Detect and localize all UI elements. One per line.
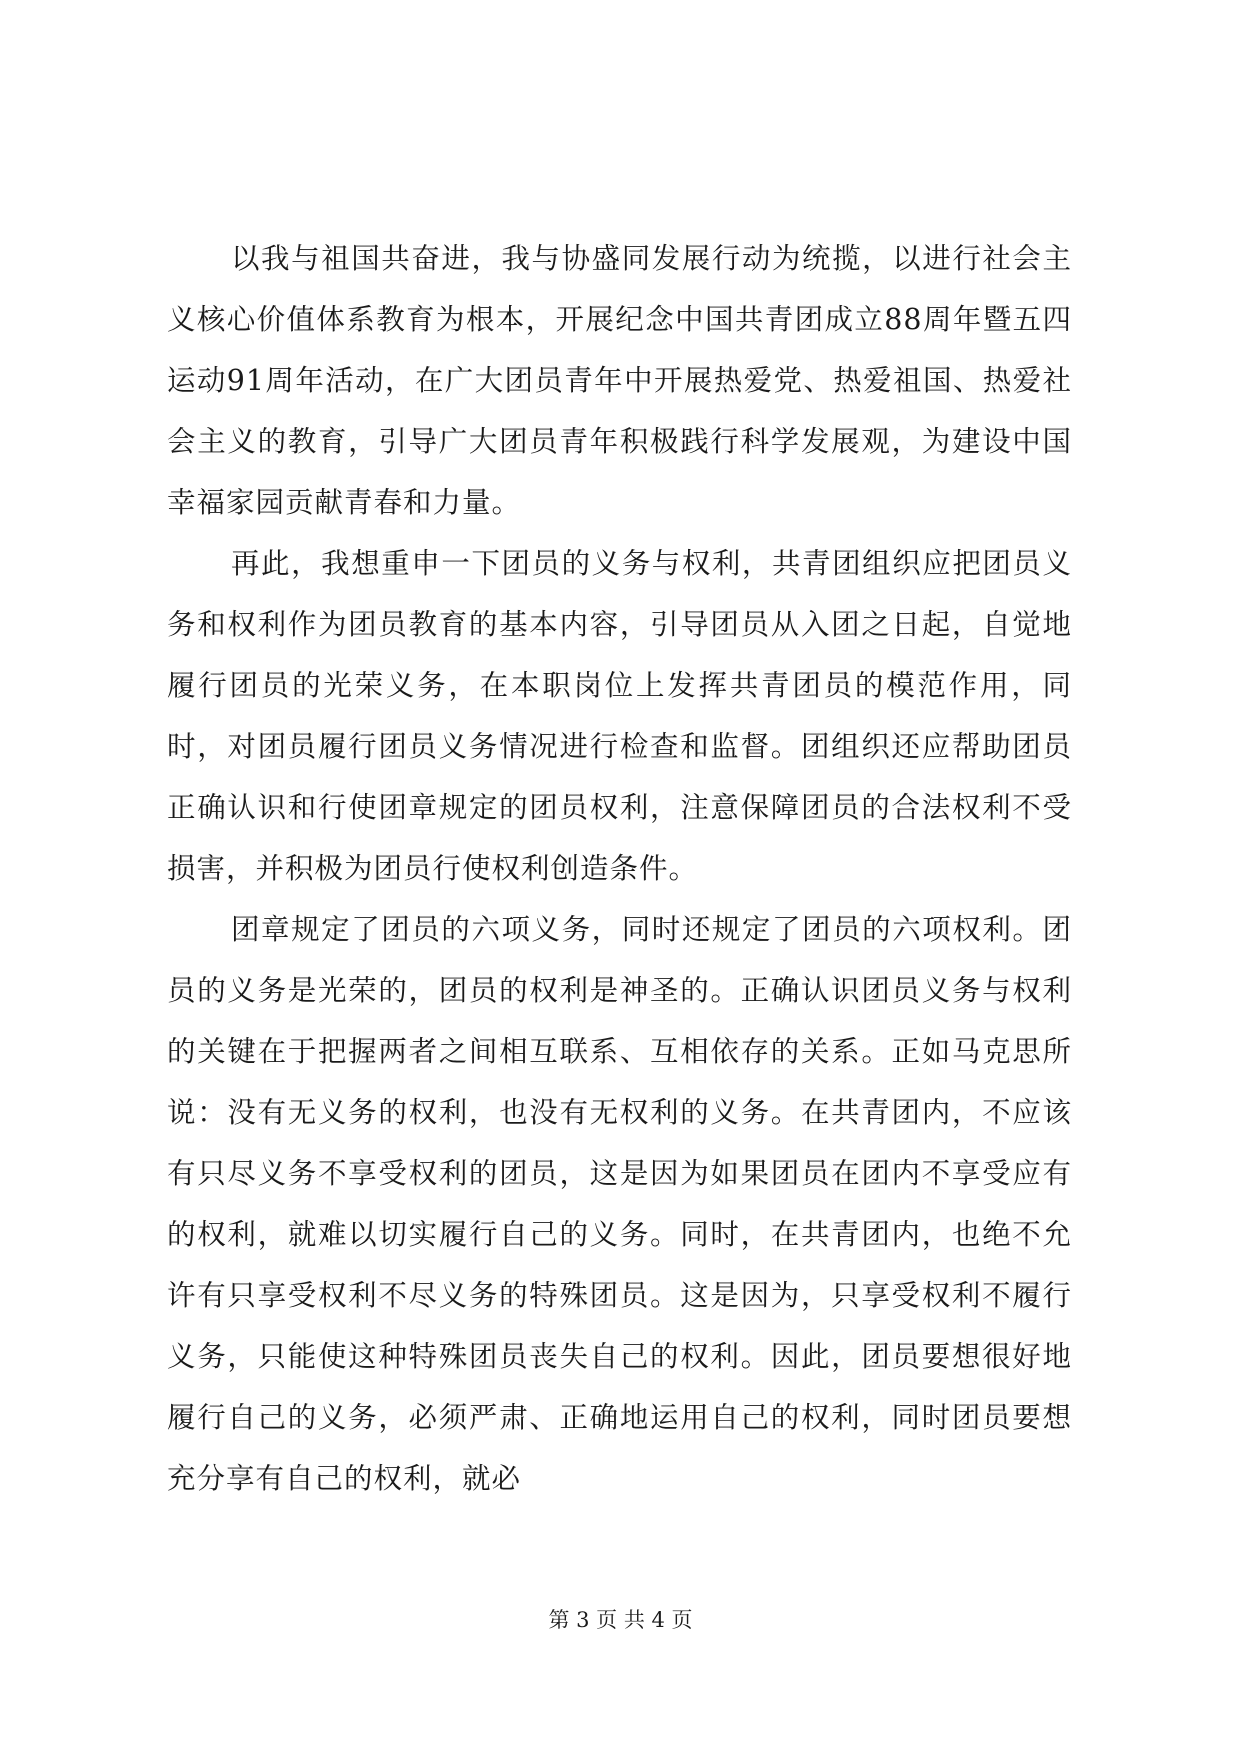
page-number-footer: 第 3 页 共 4 页 [548, 1608, 693, 1632]
paragraph-1: 以我与祖国共奋进，我与协盛同发展行动为统揽，以进行社会主义核心价值体系教育为根本，开展纪念中国共青团成立88周年暨五四运动91周年活动，在广大团员青年中开展热爱党、热爱祖国、热爱社会主义的教育，引导广大团员青年积极践行科学发展观，为建设中国幸福家园贡献青春和力量。 [167, 242, 1072, 519]
paragraph-2: 再此，我想重申一下团员的义务与权利，共青团组织应把团员义务和权利作为团员教育的基本内容，引导团员从入团之日起，自觉地履行团员的光荣义务，在本职岗位上发挥共青团员的模范作用，同时，对团员履行团员义务情况进行检查和监督。团组织还应帮助团员正确认识和行使团章规定的团员权利，注意保障团员的合法权利不受损害，并积极为团员行使权利创造条件。 [167, 547, 1072, 885]
paragraph-3: 团章规定了团员的六项义务，同时还规定了团员的六项权利。团员的义务是光荣的，团员的权利是神圣的。正确认识团员义务与权利的关键在于把握两者之间相互联系、互相依存的关系。正如马克思所说：没有无义务的权利，也没有无权利的义务。在共青团内，不应该有只尽义务不享受权利的团员，这是因为如果团员在团内不享受应有的权利，就难以切实履行自己的义务。同时，在共青团内，也绝不允许有只享受权利不尽义务的特殊团员。这是因为，只享受权利不履行义务，只能使这种特殊团员丧失自己的权利。因此，团员要想很好地履行自己的义务，必须严肃、正确地运用自己的权利，同时团员要想充分享有自己的权利，就必 [167, 913, 1072, 1495]
document-body [167, 228, 1072, 1509]
